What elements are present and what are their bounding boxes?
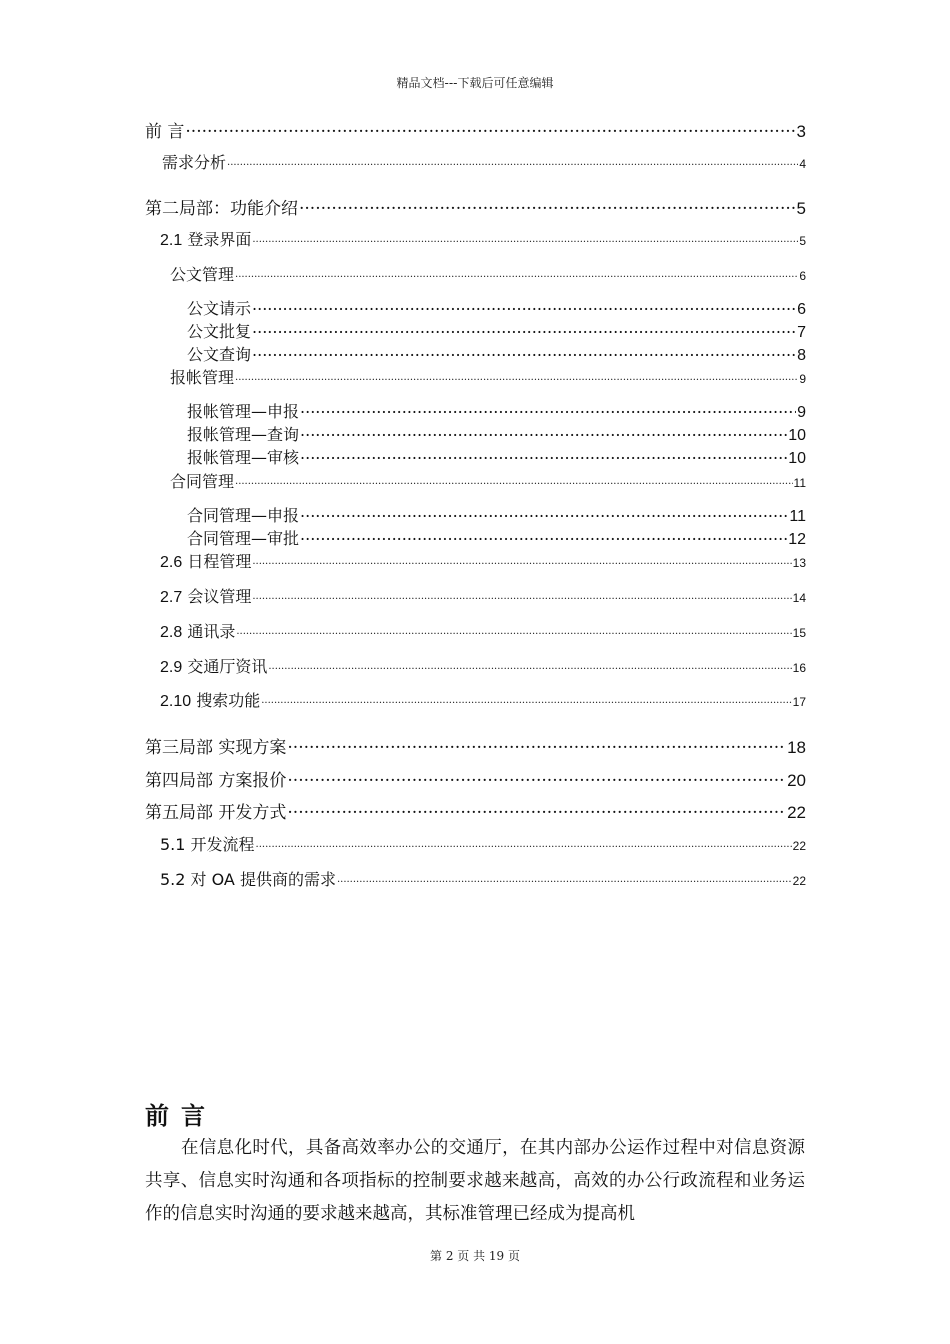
toc-label: 第五局部 开发方式 xyxy=(145,803,287,823)
toc-entry-document-mgmt[interactable] xyxy=(170,262,806,285)
toc-label-text: 交通厅资讯 xyxy=(182,657,268,676)
toc-leader xyxy=(185,120,795,137)
toc-leader xyxy=(337,875,792,885)
toc-label: 报帐管理—申报 xyxy=(187,402,300,421)
toc-leader xyxy=(252,557,791,567)
toc-page-number: 18 xyxy=(787,738,806,757)
toc-entry-part-two[interactable] xyxy=(145,194,806,219)
toc-label: 需求分析 xyxy=(162,153,227,172)
toc-label: 前 言 xyxy=(145,122,185,142)
toc-leader xyxy=(252,298,796,314)
toc-page-number: 3 xyxy=(796,122,806,141)
toc-leader xyxy=(252,321,796,337)
toc-page-number: 4 xyxy=(799,157,806,171)
toc-page-number: 11 xyxy=(789,508,806,525)
toc-page-number: 22 xyxy=(792,839,806,853)
toc-leader xyxy=(235,373,798,383)
toc-label xyxy=(160,654,267,677)
toc-page-number: 10 xyxy=(788,450,806,467)
toc-leader xyxy=(235,477,793,487)
toc-leader xyxy=(300,505,788,521)
toc-entry-contract-mgmt[interactable] xyxy=(170,469,806,492)
toc-leader xyxy=(300,447,787,463)
page-footer: 第 2 页 共 19 页 xyxy=(430,1249,520,1263)
toc-label xyxy=(160,584,251,607)
toc-page-number: 22 xyxy=(792,874,806,888)
toc-page-number: 11 xyxy=(793,476,806,490)
toc-entry-document-request[interactable] xyxy=(187,296,806,319)
toc-page-number: 5 xyxy=(799,234,806,248)
toc-entry-expense-audit[interactable] xyxy=(187,445,806,468)
toc-entry-contract-declare[interactable] xyxy=(187,503,806,526)
toc-entry-2-10[interactable] xyxy=(160,688,806,711)
toc-label: 报帐管理 xyxy=(170,368,235,387)
toc-label xyxy=(160,619,235,642)
toc-leader xyxy=(227,158,798,168)
toc-entry-5-2[interactable] xyxy=(160,867,806,890)
toc-leader xyxy=(300,528,787,544)
toc-entry-requirements[interactable] xyxy=(162,150,806,173)
toc-page-number: 8 xyxy=(797,347,806,364)
toc-label: 公文批复 xyxy=(187,322,252,341)
toc-leader xyxy=(236,627,791,637)
toc-label: 公文管理 xyxy=(170,265,235,284)
toc-entry-2-1[interactable] xyxy=(160,227,806,250)
toc-entry-preface[interactable] xyxy=(145,117,806,142)
toc-entry-document-reply[interactable] xyxy=(187,319,806,342)
toc-entry-2-8[interactable] xyxy=(160,619,806,642)
toc-label: 第二局部：功能介绍 xyxy=(145,199,298,219)
toc-page-number: 13 xyxy=(792,556,806,570)
toc-leader xyxy=(252,592,791,602)
toc-page-number: 17 xyxy=(792,695,806,709)
page-header: 精品文档---下载后可任意编辑 xyxy=(396,76,554,90)
toc-page-number: 6 xyxy=(799,269,806,283)
toc-entry-expense-mgmt[interactable] xyxy=(170,365,806,388)
toc-page-number: 15 xyxy=(792,626,806,640)
body-paragraph: 在信息化时代，具备高效率办公的交通厅，在其内部办公运作过程中对信息资源共享、信息实时沟通和各项指标的控制要求越来越高，高效的办公行政流程和业务运作的信息实时沟通的要求越来越高，其标准管理已经成为提高机 xyxy=(145,1138,805,1224)
toc-page-number: 9 xyxy=(799,372,806,386)
toc-entry-2-9[interactable] xyxy=(160,654,806,677)
toc-leader xyxy=(235,270,798,280)
toc-page-number: 12 xyxy=(788,531,806,548)
toc-label-text: 登录界面 xyxy=(182,230,252,249)
toc-label: 合同管理—审批 xyxy=(187,529,300,548)
toc-page-number: 6 xyxy=(797,301,806,318)
toc-entry-expense-query[interactable] xyxy=(187,422,806,445)
toc-leader xyxy=(256,840,792,850)
toc-label: 5.1 开发流程 xyxy=(160,835,255,854)
toc-page-number: 7 xyxy=(797,324,806,341)
toc-label: 合同管理 xyxy=(170,472,235,491)
toc-entry-part-three[interactable] xyxy=(145,733,806,758)
toc-leader xyxy=(287,801,786,818)
toc-label: 5.2 对 OA 提供商的需求 xyxy=(160,870,336,889)
toc-label: 公文查询 xyxy=(187,345,252,364)
toc-section-number: 2.8 xyxy=(160,624,183,641)
toc-label: 第三局部 实现方案 xyxy=(145,738,287,758)
toc-entry-document-query[interactable] xyxy=(187,342,806,365)
toc-page-number: 16 xyxy=(792,661,806,675)
toc-page-number: 22 xyxy=(787,803,806,822)
toc-label-text: 搜索功能 xyxy=(191,691,261,710)
toc-label-text: 日程管理 xyxy=(182,552,252,571)
toc-section-number: 2.6 xyxy=(160,554,183,571)
toc-label-text: 通讯录 xyxy=(182,622,236,641)
toc-leader xyxy=(268,662,791,672)
toc-leader xyxy=(299,197,796,214)
toc-section-number: 2.7 xyxy=(160,589,183,606)
toc-entry-expense-declare[interactable] xyxy=(187,399,806,422)
toc-entry-2-7[interactable] xyxy=(160,584,806,607)
toc-label: 报帐管理—查询 xyxy=(187,425,300,444)
toc-entry-5-1[interactable] xyxy=(160,832,806,855)
toc-section-number: 2.10 xyxy=(160,693,192,710)
toc-leader xyxy=(300,401,796,417)
toc-label: 报帐管理—审核 xyxy=(187,448,300,467)
toc-entry-contract-approve[interactable] xyxy=(187,526,806,549)
section-heading: 前言 xyxy=(145,1102,217,1130)
toc-leader xyxy=(252,344,796,360)
toc-page-number: 14 xyxy=(792,591,806,605)
toc-leader xyxy=(287,769,786,786)
toc-section-number: 2.1 xyxy=(160,232,183,249)
toc-leader xyxy=(287,736,786,753)
toc-page-number: 10 xyxy=(788,427,806,444)
toc-section-number: 2.9 xyxy=(160,659,183,676)
toc-label xyxy=(160,688,260,711)
toc-label xyxy=(160,227,251,250)
toc-leader xyxy=(261,696,791,706)
toc-leader xyxy=(252,235,798,245)
toc-label xyxy=(160,549,251,572)
toc-page-number: 5 xyxy=(796,199,806,218)
toc-label: 第四局部 方案报价 xyxy=(145,771,287,791)
toc-leader xyxy=(300,424,787,440)
toc-entry-part-four[interactable] xyxy=(145,766,806,791)
toc-page-number: 9 xyxy=(797,404,806,421)
toc-entry-2-6[interactable] xyxy=(160,549,806,572)
toc-label: 合同管理—申报 xyxy=(187,506,300,525)
toc-entry-part-five[interactable] xyxy=(145,798,806,823)
toc-label: 公文请示 xyxy=(187,299,252,318)
toc-page-number: 20 xyxy=(787,771,806,790)
toc-label-text: 会议管理 xyxy=(182,587,252,606)
